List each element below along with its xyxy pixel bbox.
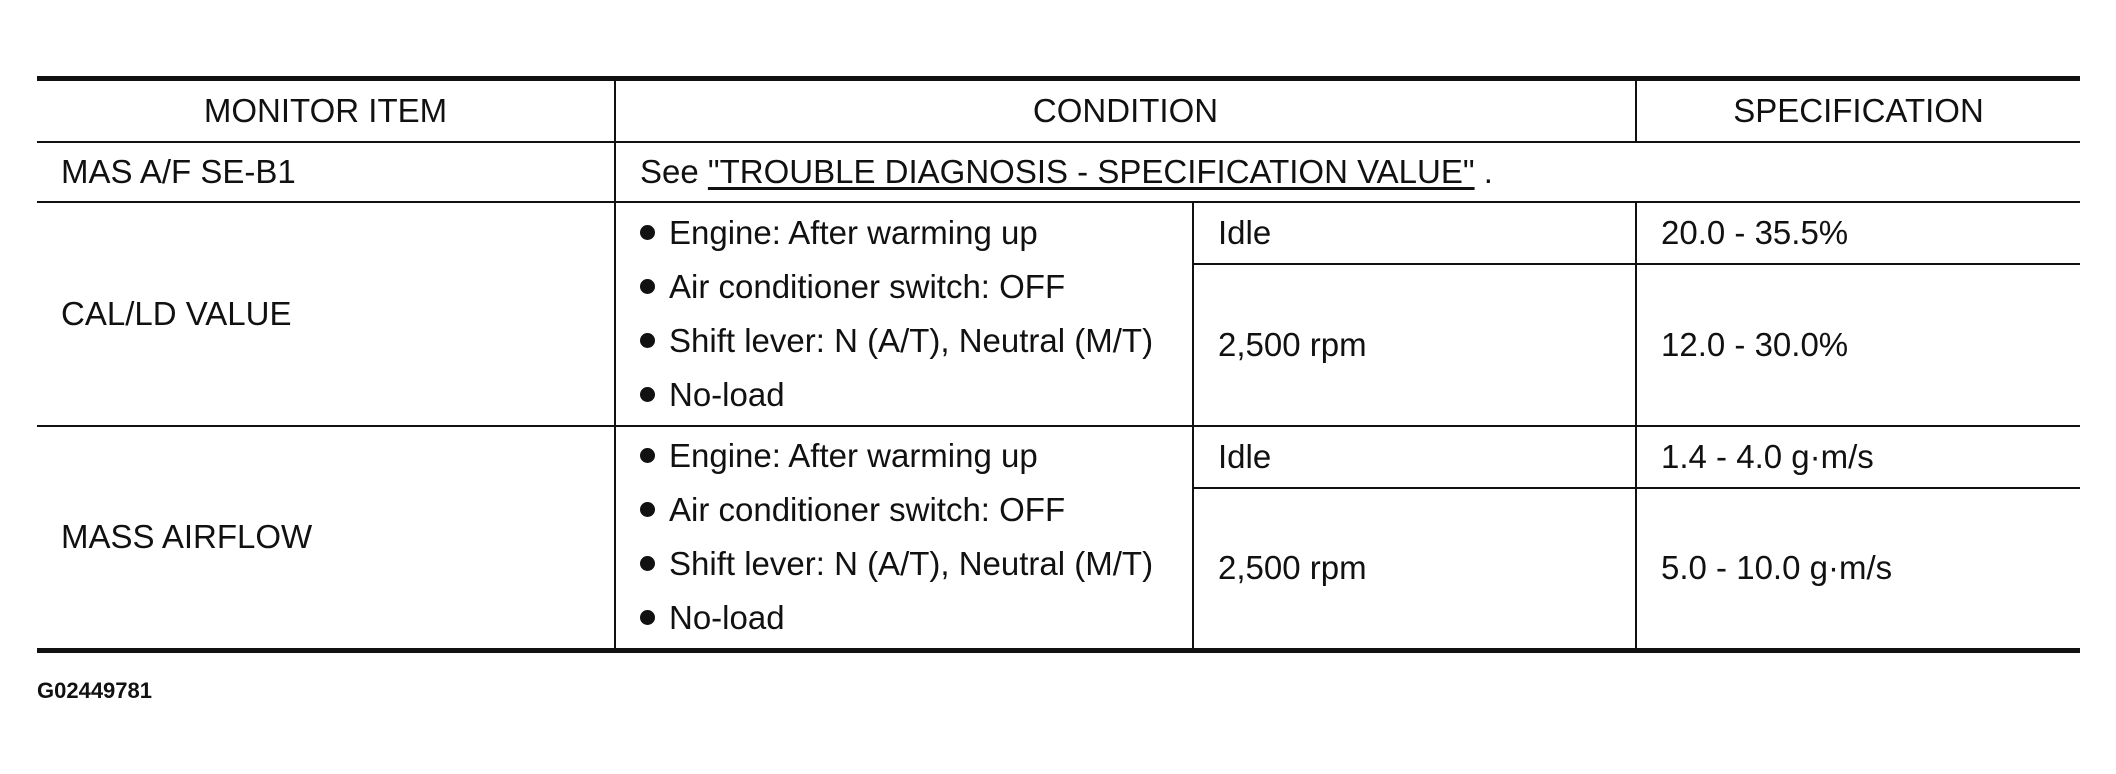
header-specification: SPECIFICATION: [1636, 79, 2080, 143]
see-suffix: .: [1474, 153, 1493, 190]
list-item: [640, 429, 1192, 483]
condition-text: Air conditioner switch: OFF: [669, 491, 1066, 529]
header-condition: CONDITION: [615, 79, 1636, 143]
condition-text: No-load: [669, 376, 785, 413]
table-row-mass-airflow-idle: [37, 426, 2080, 488]
mass-airflow-condition-list: [616, 429, 1192, 645]
bullet-icon: [640, 279, 655, 294]
cal-ld-idle-condition: Idle: [1193, 202, 1636, 264]
condition-text: Air conditioner switch: OFF: [669, 268, 1066, 305]
cal-ld-idle-spec: 20.0 - 35.5%: [1636, 202, 2080, 264]
cal-ld-2500-spec: 12.0 - 30.0%: [1636, 264, 2080, 426]
bullet-icon: [640, 502, 655, 517]
table-header-row: [37, 79, 2080, 143]
monitor-item-mas-af: MAS A/F SE-B1: [37, 142, 615, 202]
mass-airflow-idle-spec: 1.4 - 4.0 g·m/s: [1636, 426, 2080, 488]
condition-text: Engine: After warming up: [669, 214, 1038, 251]
cal-ld-conditions: [615, 202, 1193, 426]
list-item: [640, 591, 1192, 645]
list-item: [640, 368, 1192, 422]
condition-text: Shift lever: N (A/T), Neutral (M/T): [669, 322, 1154, 359]
mass-airflow-2500-condition: 2,500 rpm: [1193, 488, 1636, 650]
table-row-cal-ld-idle: [37, 202, 2080, 264]
condition-text: No-load: [669, 599, 785, 637]
mas-af-reference-cell: [615, 142, 2080, 202]
figure-code: G02449781: [37, 678, 152, 703]
list-item: [640, 537, 1192, 591]
mass-airflow-conditions: [615, 426, 1193, 650]
bullet-icon: [640, 610, 655, 625]
specification-table: [37, 76, 2080, 653]
condition-text: Shift lever: N (A/T), Neutral (M/T): [669, 545, 1154, 583]
list-item: [640, 260, 1192, 314]
see-prefix: See: [640, 153, 699, 190]
list-item: [640, 483, 1192, 537]
monitor-item-mass-airflow: MASS AIRFLOW: [37, 426, 615, 650]
table-row-mas-af: [37, 142, 2080, 202]
bullet-icon: [640, 225, 655, 240]
bullet-icon: [640, 556, 655, 571]
monitor-item-cal-ld: CAL/LD VALUE: [37, 202, 615, 426]
trouble-diagnosis-link[interactable]: "TROUBLE DIAGNOSIS - SPECIFICATION VALUE": [707, 153, 1475, 190]
condition-text: Engine: After warming up: [669, 437, 1038, 475]
list-item: [640, 314, 1192, 368]
list-item: [640, 206, 1192, 260]
header-monitor-item: MONITOR ITEM: [37, 79, 615, 143]
mass-airflow-idle-condition: Idle: [1193, 426, 1636, 488]
bullet-icon: [640, 448, 655, 463]
cal-ld-condition-list: [616, 206, 1192, 422]
bullet-icon: [640, 387, 655, 402]
cal-ld-2500-condition: 2,500 rpm: [1193, 264, 1636, 426]
bullet-icon: [640, 333, 655, 348]
mass-airflow-2500-spec: 5.0 - 10.0 g·m/s: [1636, 488, 2080, 650]
